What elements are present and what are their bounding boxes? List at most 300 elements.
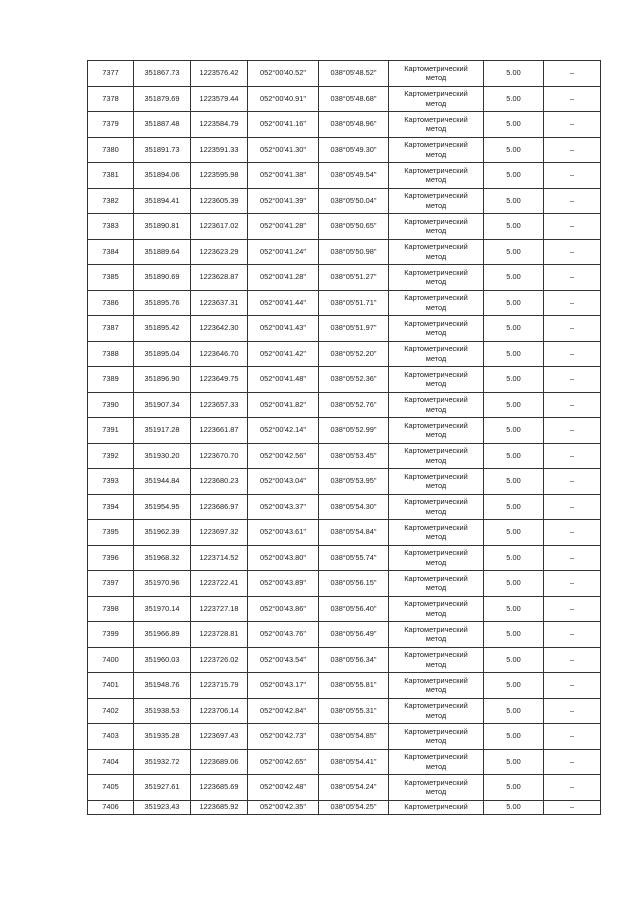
y-coordinate-cell: 1223685.92	[191, 800, 248, 814]
accuracy-cell: 5.00	[484, 775, 544, 801]
point-number-cell: 7392	[88, 443, 134, 469]
y-coordinate-cell: 1223661.87	[191, 418, 248, 444]
longitude-cell: 038°05'55.31"	[319, 698, 389, 724]
x-coordinate-cell: 351895.42	[134, 316, 191, 342]
accuracy-cell: 5.00	[484, 392, 544, 418]
notes-cell: –	[544, 341, 601, 367]
accuracy-cell: 5.00	[484, 188, 544, 214]
method-line2: метод	[425, 251, 447, 261]
latitude-cell: 052°00'42.84"	[248, 698, 319, 724]
x-coordinate-cell: 351917.28	[134, 418, 191, 444]
accuracy-cell: 5.00	[484, 724, 544, 750]
notes-cell: –	[544, 800, 601, 814]
accuracy-cell: 5.00	[484, 596, 544, 622]
x-coordinate-cell: 351948.76	[134, 673, 191, 699]
notes-cell: –	[544, 469, 601, 495]
y-coordinate-cell: 1223722.41	[191, 571, 248, 597]
table-row	[88, 214, 601, 240]
point-number-cell: 7403	[88, 724, 134, 750]
accuracy-cell: 5.00	[484, 673, 544, 699]
y-coordinate-cell: 1223689.06	[191, 749, 248, 775]
method-cell	[389, 316, 484, 342]
latitude-cell: 052°00'43.86"	[248, 596, 319, 622]
point-number-cell: 7401	[88, 673, 134, 699]
method-line2: метод	[425, 149, 447, 159]
method-line2: метод	[425, 277, 447, 287]
longitude-cell: 038°05'49.30"	[319, 137, 389, 163]
notes-cell: –	[544, 86, 601, 112]
table-row	[88, 112, 601, 138]
point-number-cell: 7389	[88, 367, 134, 393]
y-coordinate-cell: 1223686.97	[191, 494, 248, 520]
table-row	[88, 469, 601, 495]
method-line1: Картометрический	[404, 522, 468, 532]
longitude-cell: 038°05'55.74"	[319, 545, 389, 571]
y-coordinate-cell: 1223714.52	[191, 545, 248, 571]
y-coordinate-cell: 1223617.02	[191, 214, 248, 240]
notes-cell: –	[544, 443, 601, 469]
x-coordinate-cell: 351923.43	[134, 800, 191, 814]
accuracy-cell: 5.00	[484, 494, 544, 520]
table-row	[88, 392, 601, 418]
notes-cell: –	[544, 61, 601, 87]
longitude-cell: 038°05'53.45"	[319, 443, 389, 469]
method-line1: Картометрический	[404, 63, 468, 73]
longitude-cell: 038°05'56.34"	[319, 647, 389, 673]
latitude-cell: 052°00'43.61"	[248, 520, 319, 546]
x-coordinate-cell: 351887.48	[134, 112, 191, 138]
accuracy-cell: 5.00	[484, 341, 544, 367]
x-coordinate-cell: 351930.20	[134, 443, 191, 469]
longitude-cell: 038°05'56.40"	[319, 596, 389, 622]
latitude-cell: 052°00'41.48"	[248, 367, 319, 393]
point-number-cell: 7394	[88, 494, 134, 520]
method-line1: Картометрический	[404, 471, 468, 481]
point-number-cell: 7381	[88, 163, 134, 189]
longitude-cell: 038°05'54.85"	[319, 724, 389, 750]
point-number-cell: 7399	[88, 622, 134, 648]
latitude-cell: 052°00'41.42"	[248, 341, 319, 367]
longitude-cell: 038°05'54.41"	[319, 749, 389, 775]
y-coordinate-cell: 1223628.87	[191, 265, 248, 291]
latitude-cell: 052°00'41.39"	[248, 188, 319, 214]
x-coordinate-cell: 351932.72	[134, 749, 191, 775]
notes-cell: –	[544, 239, 601, 265]
point-number-cell: 7382	[88, 188, 134, 214]
method-cell	[389, 239, 484, 265]
x-coordinate-cell: 351970.96	[134, 571, 191, 597]
longitude-cell: 038°05'54.30"	[319, 494, 389, 520]
longitude-cell: 038°05'55.81"	[319, 673, 389, 699]
longitude-cell: 038°05'50.04"	[319, 188, 389, 214]
longitude-cell: 038°05'52.76"	[319, 392, 389, 418]
y-coordinate-cell: 1223697.43	[191, 724, 248, 750]
y-coordinate-cell: 1223706.14	[191, 698, 248, 724]
point-number-cell: 7397	[88, 571, 134, 597]
x-coordinate-cell: 351890.81	[134, 214, 191, 240]
notes-cell: –	[544, 137, 601, 163]
notes-cell: –	[544, 520, 601, 546]
method-cell	[389, 545, 484, 571]
longitude-cell: 038°05'50.65"	[319, 214, 389, 240]
method-cell	[389, 137, 484, 163]
table-row	[88, 137, 601, 163]
y-coordinate-cell: 1223584.79	[191, 112, 248, 138]
x-coordinate-cell: 351968.32	[134, 545, 191, 571]
x-coordinate-cell: 351935.28	[134, 724, 191, 750]
accuracy-cell: 5.00	[484, 749, 544, 775]
method-line1: Картометрический	[404, 599, 468, 609]
method-cell	[389, 775, 484, 801]
x-coordinate-cell: 351879.69	[134, 86, 191, 112]
latitude-cell: 052°00'43.04"	[248, 469, 319, 495]
method-cell	[389, 163, 484, 189]
notes-cell: –	[544, 775, 601, 801]
point-number-cell: 7390	[88, 392, 134, 418]
method-line1: Картометрический	[404, 216, 468, 226]
method-line1: Картометрический	[404, 726, 468, 736]
latitude-cell: 052°00'42.65"	[248, 749, 319, 775]
accuracy-cell: 5.00	[484, 622, 544, 648]
accuracy-cell: 5.00	[484, 647, 544, 673]
method-line2: метод	[425, 659, 447, 669]
method-line1: Картометрический	[404, 752, 468, 762]
method-cell	[389, 622, 484, 648]
method-line1: Картометрический	[404, 114, 468, 124]
x-coordinate-cell: 351895.04	[134, 341, 191, 367]
y-coordinate-cell: 1223697.32	[191, 520, 248, 546]
latitude-cell: 052°00'42.73"	[248, 724, 319, 750]
latitude-cell: 052°00'43.76"	[248, 622, 319, 648]
latitude-cell: 052°00'41.24"	[248, 239, 319, 265]
x-coordinate-cell: 351927.61	[134, 775, 191, 801]
latitude-cell: 052°00'43.54"	[248, 647, 319, 673]
longitude-cell: 038°05'51.97"	[319, 316, 389, 342]
latitude-cell: 052°00'41.38"	[248, 163, 319, 189]
y-coordinate-cell: 1223576.42	[191, 61, 248, 87]
table-row	[88, 520, 601, 546]
method-line1: Картометрический	[404, 777, 468, 787]
point-number-cell: 7398	[88, 596, 134, 622]
method-line1: Картометрический	[404, 650, 468, 660]
x-coordinate-cell: 351962.39	[134, 520, 191, 546]
method-cell	[389, 341, 484, 367]
accuracy-cell: 5.00	[484, 443, 544, 469]
longitude-cell: 038°05'51.27"	[319, 265, 389, 291]
method-line2: метод	[425, 200, 447, 210]
method-line2: метод	[425, 608, 447, 618]
method-line2: метод	[425, 98, 447, 108]
latitude-cell: 052°00'41.30"	[248, 137, 319, 163]
point-number-cell: 7391	[88, 418, 134, 444]
longitude-cell: 038°05'56.49"	[319, 622, 389, 648]
method-line2: метод	[425, 353, 447, 363]
method-cell	[389, 494, 484, 520]
notes-cell: –	[544, 698, 601, 724]
y-coordinate-cell: 1223649.75	[191, 367, 248, 393]
method-cell	[389, 520, 484, 546]
method-cell	[389, 290, 484, 316]
point-number-cell: 7385	[88, 265, 134, 291]
point-number-cell: 7383	[88, 214, 134, 240]
point-number-cell: 7388	[88, 341, 134, 367]
notes-cell: –	[544, 188, 601, 214]
y-coordinate-cell: 1223637.31	[191, 290, 248, 316]
x-coordinate-cell: 351896.90	[134, 367, 191, 393]
table-row	[88, 698, 601, 724]
accuracy-cell: 5.00	[484, 137, 544, 163]
latitude-cell: 052°00'42.48"	[248, 775, 319, 801]
point-number-cell: 7404	[88, 749, 134, 775]
x-coordinate-cell: 351894.41	[134, 188, 191, 214]
latitude-cell: 052°00'41.28"	[248, 214, 319, 240]
method-cell	[389, 112, 484, 138]
accuracy-cell: 5.00	[484, 290, 544, 316]
y-coordinate-cell: 1223657.33	[191, 392, 248, 418]
table-row	[88, 418, 601, 444]
method-cell	[389, 749, 484, 775]
longitude-cell: 038°05'52.20"	[319, 341, 389, 367]
method-cell	[389, 367, 484, 393]
method-line1: Картометрический	[404, 293, 468, 303]
method-line2: метод	[425, 481, 447, 491]
point-number-cell: 7380	[88, 137, 134, 163]
y-coordinate-cell: 1223680.23	[191, 469, 248, 495]
method-line1: Картометрический	[404, 344, 468, 354]
latitude-cell: 052°00'41.44"	[248, 290, 319, 316]
x-coordinate-cell: 351894.06	[134, 163, 191, 189]
notes-cell: –	[544, 367, 601, 393]
y-coordinate-cell: 1223605.39	[191, 188, 248, 214]
accuracy-cell: 5.00	[484, 545, 544, 571]
accuracy-cell: 5.00	[484, 214, 544, 240]
x-coordinate-cell: 351895.76	[134, 290, 191, 316]
point-number-cell: 7387	[88, 316, 134, 342]
method-cell	[389, 188, 484, 214]
method-cell	[389, 596, 484, 622]
method-line1: Картометрический	[404, 675, 468, 685]
method-line2: метод	[425, 583, 447, 593]
longitude-cell: 038°05'48.68"	[319, 86, 389, 112]
method-line1: Картометрический	[404, 701, 468, 711]
point-number-cell: 7406	[88, 800, 134, 814]
method-line2: метод	[425, 430, 447, 440]
method-cell	[389, 86, 484, 112]
coordinates-table	[87, 60, 601, 815]
y-coordinate-cell: 1223670.70	[191, 443, 248, 469]
x-coordinate-cell: 351891.73	[134, 137, 191, 163]
x-coordinate-cell: 351944.84	[134, 469, 191, 495]
method-line1: Картометрический	[404, 573, 468, 583]
accuracy-cell: 5.00	[484, 163, 544, 189]
table-row	[88, 800, 601, 814]
method-line2: метод	[425, 175, 447, 185]
x-coordinate-cell: 351907.34	[134, 392, 191, 418]
notes-cell: –	[544, 163, 601, 189]
method-line1: Картометрический	[404, 140, 468, 150]
notes-cell: –	[544, 749, 601, 775]
accuracy-cell: 5.00	[484, 367, 544, 393]
point-number-cell: 7377	[88, 61, 134, 87]
method-line2: метод	[425, 506, 447, 516]
table-row	[88, 61, 601, 87]
accuracy-cell: 5.00	[484, 61, 544, 87]
method-line1: Картометрический	[404, 624, 468, 634]
table-row	[88, 290, 601, 316]
latitude-cell: 052°00'43.89"	[248, 571, 319, 597]
notes-cell: –	[544, 316, 601, 342]
method-line2: метод	[425, 302, 447, 312]
accuracy-cell: 5.00	[484, 800, 544, 814]
x-coordinate-cell: 351890.69	[134, 265, 191, 291]
table-row	[88, 341, 601, 367]
table-row	[88, 749, 601, 775]
method-line1: Картометрический	[404, 242, 468, 252]
longitude-cell: 038°05'50.98"	[319, 239, 389, 265]
point-number-cell: 7386	[88, 290, 134, 316]
notes-cell: –	[544, 214, 601, 240]
notes-cell: –	[544, 622, 601, 648]
notes-cell: –	[544, 647, 601, 673]
point-number-cell: 7393	[88, 469, 134, 495]
x-coordinate-cell: 351867.73	[134, 61, 191, 87]
y-coordinate-cell: 1223642.30	[191, 316, 248, 342]
table-row	[88, 163, 601, 189]
method-cell	[389, 469, 484, 495]
latitude-cell: 052°00'42.35"	[248, 800, 319, 814]
y-coordinate-cell: 1223727.18	[191, 596, 248, 622]
table-row	[88, 673, 601, 699]
method-line1: Картометрический	[404, 801, 468, 811]
notes-cell: –	[544, 724, 601, 750]
method-line2: метод	[425, 404, 447, 414]
method-line1: Картометрический	[404, 420, 468, 430]
method-line2: метод	[425, 761, 447, 771]
notes-cell: –	[544, 494, 601, 520]
longitude-cell: 038°05'52.36"	[319, 367, 389, 393]
point-number-cell: 7405	[88, 775, 134, 801]
notes-cell: –	[544, 571, 601, 597]
method-line2: метод	[425, 557, 447, 567]
method-cell	[389, 571, 484, 597]
y-coordinate-cell: 1223579.44	[191, 86, 248, 112]
accuracy-cell: 5.00	[484, 86, 544, 112]
y-coordinate-cell: 1223595.98	[191, 163, 248, 189]
method-line2: метод	[425, 710, 447, 720]
longitude-cell: 038°05'54.24"	[319, 775, 389, 801]
longitude-cell: 038°05'52.99"	[319, 418, 389, 444]
longitude-cell: 038°05'54.25"	[319, 800, 389, 814]
table-row	[88, 188, 601, 214]
method-line1: Картометрический	[404, 267, 468, 277]
point-number-cell: 7396	[88, 545, 134, 571]
x-coordinate-cell: 351889.64	[134, 239, 191, 265]
table-row	[88, 775, 601, 801]
longitude-cell: 038°05'56.15"	[319, 571, 389, 597]
method-line1: Картометрический	[404, 369, 468, 379]
latitude-cell: 052°00'40.91"	[248, 86, 319, 112]
x-coordinate-cell: 351966.89	[134, 622, 191, 648]
table-row	[88, 316, 601, 342]
latitude-cell: 052°00'42.14"	[248, 418, 319, 444]
method-cell	[389, 800, 484, 814]
table-row	[88, 239, 601, 265]
method-cell	[389, 724, 484, 750]
method-line2: метод	[425, 736, 447, 746]
method-cell	[389, 698, 484, 724]
table-row	[88, 86, 601, 112]
method-line1: Картометрический	[404, 548, 468, 558]
method-line2: метод	[425, 532, 447, 542]
table-row	[88, 367, 601, 393]
method-cell	[389, 265, 484, 291]
method-line1: Картометрический	[404, 395, 468, 405]
method-line2: метод	[425, 73, 447, 83]
method-line1: Картометрический	[404, 497, 468, 507]
latitude-cell: 052°00'41.16"	[248, 112, 319, 138]
table-row	[88, 545, 601, 571]
method-cell	[389, 647, 484, 673]
point-number-cell: 7378	[88, 86, 134, 112]
y-coordinate-cell: 1223726.02	[191, 647, 248, 673]
method-line2: метод	[425, 226, 447, 236]
latitude-cell: 052°00'42.56"	[248, 443, 319, 469]
accuracy-cell: 5.00	[484, 112, 544, 138]
latitude-cell: 052°00'40.52"	[248, 61, 319, 87]
latitude-cell: 052°00'43.17"	[248, 673, 319, 699]
notes-cell: –	[544, 290, 601, 316]
method-cell	[389, 392, 484, 418]
method-cell	[389, 61, 484, 87]
method-line1: Картометрический	[404, 318, 468, 328]
method-line1: Картометрический	[404, 191, 468, 201]
accuracy-cell: 5.00	[484, 698, 544, 724]
notes-cell: –	[544, 545, 601, 571]
table-row	[88, 265, 601, 291]
table-row	[88, 494, 601, 520]
latitude-cell: 052°00'41.43"	[248, 316, 319, 342]
method-line2: метод	[425, 634, 447, 644]
x-coordinate-cell: 351954.95	[134, 494, 191, 520]
method-cell	[389, 418, 484, 444]
y-coordinate-cell: 1223623.29	[191, 239, 248, 265]
table-row	[88, 596, 601, 622]
notes-cell: –	[544, 596, 601, 622]
method-cell	[389, 214, 484, 240]
accuracy-cell: 5.00	[484, 316, 544, 342]
notes-cell: –	[544, 112, 601, 138]
point-number-cell: 7395	[88, 520, 134, 546]
method-line2: метод	[425, 787, 447, 797]
longitude-cell: 038°05'51.71"	[319, 290, 389, 316]
method-line1: Картометрический	[404, 89, 468, 99]
method-line2: метод	[425, 328, 447, 338]
accuracy-cell: 5.00	[484, 239, 544, 265]
longitude-cell: 038°05'49.54"	[319, 163, 389, 189]
y-coordinate-cell: 1223728.81	[191, 622, 248, 648]
x-coordinate-cell: 351970.14	[134, 596, 191, 622]
longitude-cell: 038°05'54.84"	[319, 520, 389, 546]
table-row	[88, 571, 601, 597]
y-coordinate-cell: 1223685.69	[191, 775, 248, 801]
method-line1: Картометрический	[404, 446, 468, 456]
table-row	[88, 724, 601, 750]
table-row	[88, 647, 601, 673]
notes-cell: –	[544, 418, 601, 444]
y-coordinate-cell: 1223591.33	[191, 137, 248, 163]
point-number-cell: 7402	[88, 698, 134, 724]
coordinates-table-body	[88, 61, 601, 815]
